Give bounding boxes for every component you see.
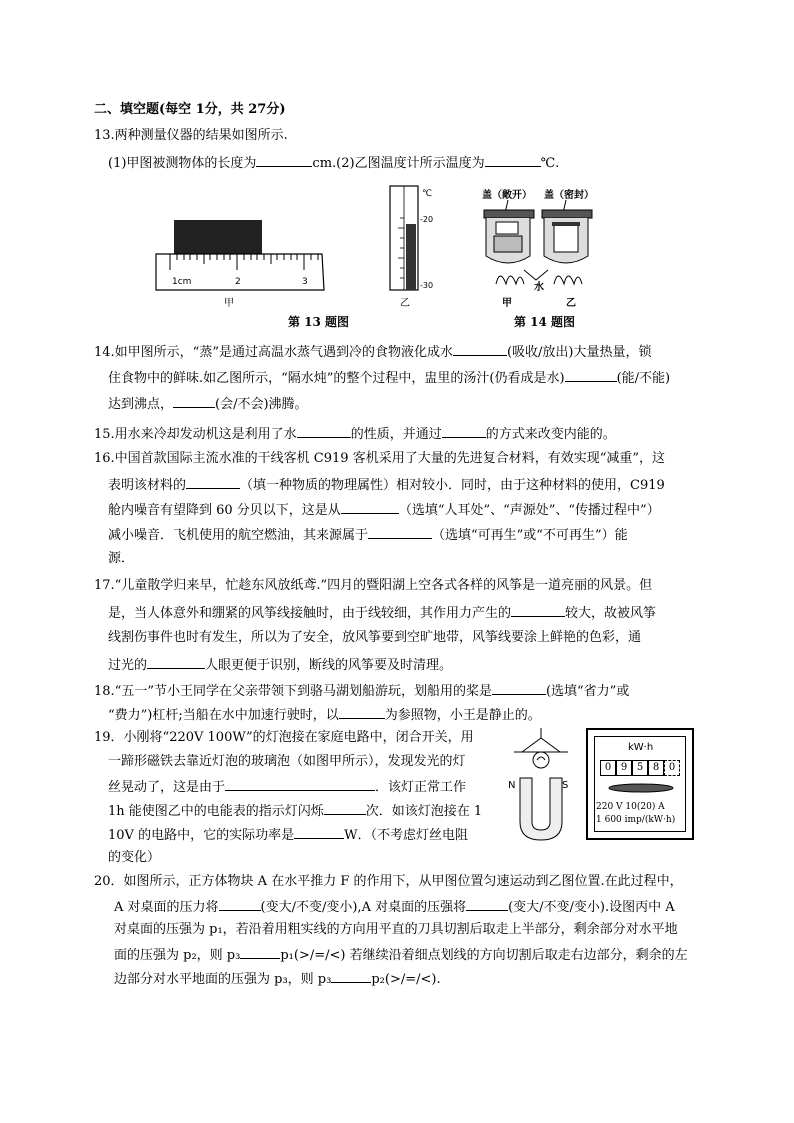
q13-text xyxy=(108,154,559,172)
q15-line xyxy=(94,425,616,443)
answer-blank[interactable] xyxy=(511,604,565,617)
q16-line4 xyxy=(108,526,628,544)
q19-text: 丝晃动了，这是由于 xyxy=(108,780,226,795)
q14-line3 xyxy=(108,395,308,413)
q17-line4 xyxy=(108,656,452,674)
meter-disc xyxy=(606,782,676,794)
answer-blank[interactable] xyxy=(240,946,280,959)
meter-imp: 1 600 imp/(kW·h) xyxy=(596,815,676,825)
q18-line2 xyxy=(108,706,541,724)
q16-text: （选填“人耳处”、“声源处”、“传播过程中”） xyxy=(398,503,660,518)
q20-text: (变大/不变/变小),A 对桌面的压强将 xyxy=(260,900,467,915)
q19-line2: 一蹄形磁铁去靠近灯泡的玻璃泡（如图甲所示），发现发光的灯 xyxy=(108,754,466,769)
lamp-shade xyxy=(522,738,560,752)
q14-line1 xyxy=(94,343,652,361)
q18-line1 xyxy=(94,682,629,700)
q17-line1: 17.“儿童散学归来早，忙趁东风放纸鸢.”四月的暨阳湖上空各式各样的风筝是一道亮丽的风景。但 xyxy=(94,578,653,593)
thermometer-caption: 乙 xyxy=(400,298,410,309)
answer-blank[interactable] xyxy=(492,682,546,695)
thermometer-liquid xyxy=(406,224,416,290)
q13-unit-c: ℃. xyxy=(540,156,560,171)
lid-open-label: 盖（敞开） xyxy=(482,190,532,201)
ruler-label-2: 2 xyxy=(235,277,241,287)
q19-text: 10V 的电路中，它的实际功率是 xyxy=(108,828,295,843)
measured-block xyxy=(174,220,262,254)
q15-text: 15.用水来冷却发动机这是利用了水 xyxy=(94,427,297,442)
answer-blank[interactable] xyxy=(225,778,375,791)
water-label: 水 xyxy=(534,282,544,293)
answer-blank[interactable] xyxy=(186,476,240,489)
q14-text: (能/不能) xyxy=(616,371,671,386)
q16-text: 表明该材料的 xyxy=(108,478,187,493)
q17-line3: 线割伤事件也时有发生，所以为了安全，放风筝要到空旷地带，风筝线要涂上鲜艳的色彩，通 xyxy=(108,630,642,645)
q14-text: (吸收/放出)大量热量，锁 xyxy=(506,345,652,360)
q16-text: （选填“可再生”或“不可再生”）能 xyxy=(432,528,628,543)
thermometer-unit: ℃ xyxy=(422,189,433,199)
fig14-title: 第 14 题图 xyxy=(514,315,576,329)
q19-text: 次．如该灯泡接在 1 xyxy=(365,804,483,819)
answer-blank[interactable] xyxy=(453,343,507,356)
horseshoe-magnet xyxy=(520,778,562,840)
ruler-label-3: 3 xyxy=(302,277,308,287)
answer-blank[interactable] xyxy=(339,706,385,719)
q14-text: (会/不会)沸腾。 xyxy=(215,397,308,412)
q19-text: ．该灯正常工作 xyxy=(375,780,467,795)
thermometer-tick-b: -30 xyxy=(420,281,434,290)
q20-text: A 对桌面的压力将 xyxy=(114,900,219,915)
q18-text: “费力”)杠杆;当船在水中加速行驶时，以 xyxy=(108,708,339,723)
q17-text: 人眼更便于识别，断线的风筝要及时清理。 xyxy=(205,658,453,673)
answer-blank[interactable] xyxy=(324,802,366,815)
answer-blank[interactable] xyxy=(294,826,344,839)
energy-meter xyxy=(586,728,694,840)
pole-n: N xyxy=(508,780,516,791)
q17-text: 较大，故被风筝 xyxy=(565,606,657,621)
thermometer-figure xyxy=(378,182,448,310)
meter-digit: 9 xyxy=(616,760,632,776)
bulb xyxy=(533,752,549,768)
q20-line3: 对桌面的压强为 p₁，若沿着用粗实线的方向用平直的刀具切割后取走上半部分，剩余部分对水平地 xyxy=(114,922,678,937)
answer-blank[interactable] xyxy=(297,425,351,438)
answer-blank[interactable] xyxy=(331,970,371,983)
answer-blank[interactable] xyxy=(147,656,205,669)
q14-text: 住食物中的鲜味.如乙图所示，“隔水炖”的整个过程中，盅里的汤汁(仍看成是水) xyxy=(108,371,565,386)
q19-line1: 19．小刚将“220V 100W”的灯泡接在家庭电路中，闭合开关，用 xyxy=(94,730,474,745)
q14-line2 xyxy=(108,369,670,387)
q16-text: 减小噪音．飞机使用的航空燃油，其来源属于 xyxy=(108,528,369,543)
q17-text: 是，当人体意外和绷紧的风筝线接触时，由于线较细，其作用力产生的 xyxy=(108,606,512,621)
q16-text: （填一种物质的物理属性）相对较小．同时，由于这种材料的使用，C919 xyxy=(240,478,665,493)
q16-line2 xyxy=(108,476,665,494)
q19-line5 xyxy=(108,826,468,844)
q19-text: W．（不考虑灯丝电阻 xyxy=(344,828,468,843)
q19-line3 xyxy=(108,778,466,796)
q18-text: 为参照物，小王是静止的。 xyxy=(384,708,541,723)
q19-text: 1h 能使图乙中的电能表的指示灯闪烁 xyxy=(108,804,324,819)
q15-text: 的方式来改变内能的。 xyxy=(485,427,616,442)
q16-line1: 16.中国首款国际主流水准的干线客机 C919 客机采用了大量的先进复合材料，有效实现“减重”，这 xyxy=(94,451,665,466)
q16-text: 舱内噪音有望降到 60 分贝以下，这是从 xyxy=(108,503,341,518)
q20-line4 xyxy=(114,946,688,964)
answer-blank[interactable] xyxy=(368,526,432,539)
meter-digit: 8 xyxy=(648,760,664,776)
pot-b-caption: 乙 xyxy=(566,298,576,309)
lid-sealed-label: 盖（密封） xyxy=(544,190,594,201)
ruler-caption: 甲 xyxy=(224,298,234,308)
answer-blank[interactable] xyxy=(485,154,541,167)
answer-blank[interactable] xyxy=(219,898,261,911)
q16-line3 xyxy=(108,501,660,519)
section-title: 二、填空题(每空 1分，共 27分) xyxy=(94,102,286,117)
q20-text: p₁(>/=/<) 若继续沿着细点划线的方向切割后取走右边部分，剩余的左 xyxy=(280,948,688,963)
pole-s: S xyxy=(562,780,569,791)
answer-blank[interactable] xyxy=(256,154,312,167)
q17-text: 过光的 xyxy=(108,658,148,673)
answer-blank[interactable] xyxy=(466,898,508,911)
steaming-figure xyxy=(478,184,602,314)
q20-line2 xyxy=(114,898,675,916)
pot-a-caption: 甲 xyxy=(502,298,512,309)
q20-line5 xyxy=(114,970,441,988)
meter-rating: 220 V 10(20) A xyxy=(596,802,665,812)
q13-unit-cm: cm.(2)乙图温度计所示温度为 xyxy=(312,156,485,171)
answer-blank[interactable] xyxy=(442,425,486,438)
answer-blank[interactable] xyxy=(565,369,617,382)
meter-digit: 5 xyxy=(632,760,648,776)
q14-text: 14.如甲图所示，“蒸”是通过高温水蒸气遇到冷的食物液化成水 xyxy=(94,345,453,360)
meter-unit: kW·h xyxy=(628,742,654,753)
q17-line2 xyxy=(108,604,656,622)
q18-text: 18.“五一”节小王同学在父亲带领下到骆马湖划船游玩，划船用的桨是 xyxy=(94,684,492,699)
answer-blank[interactable] xyxy=(173,395,215,408)
q18-text: (选填“省力”或 xyxy=(545,684,630,699)
answer-blank[interactable] xyxy=(341,501,399,514)
q20-text: 面的压强为 p₂，则 p₃ xyxy=(114,948,241,963)
meter-digit: 0 xyxy=(664,760,680,776)
q20-text: 边部分对水平地面的压强为 p₃，则 p₃ xyxy=(114,972,332,987)
q20-line1: 20．如图所示，正方体物块 A 在水平推力 F 的作用下，从甲图位置匀速运动到乙图位置.在此过程中， xyxy=(94,874,683,889)
q15-text: 的性质，并通过 xyxy=(350,427,442,442)
q13-stem: 13.两种测量仪器的结果如图所示. xyxy=(94,128,288,143)
q20-text: p₂(>/=/<). xyxy=(371,972,441,987)
lamp-magnet-figure xyxy=(504,726,578,844)
ruler-label-1: 1cm xyxy=(172,277,192,287)
fig13-title: 第 13 题图 xyxy=(288,315,350,329)
ruler-figure xyxy=(150,218,330,308)
meter-digit: 0 xyxy=(600,760,616,776)
meter-digits xyxy=(600,760,680,776)
q20-text: (变大/不变/变小).设图丙中 A xyxy=(508,900,675,915)
q19-line6: 的变化） xyxy=(108,850,161,865)
thermometer-tick-a: -20 xyxy=(420,215,434,224)
q19-line4 xyxy=(108,802,482,820)
q14-text: 达到沸点， xyxy=(108,397,174,412)
q16-line5: 源． xyxy=(108,551,135,566)
q13-part-a: (1)甲图被测物体的长度为 xyxy=(108,156,257,171)
